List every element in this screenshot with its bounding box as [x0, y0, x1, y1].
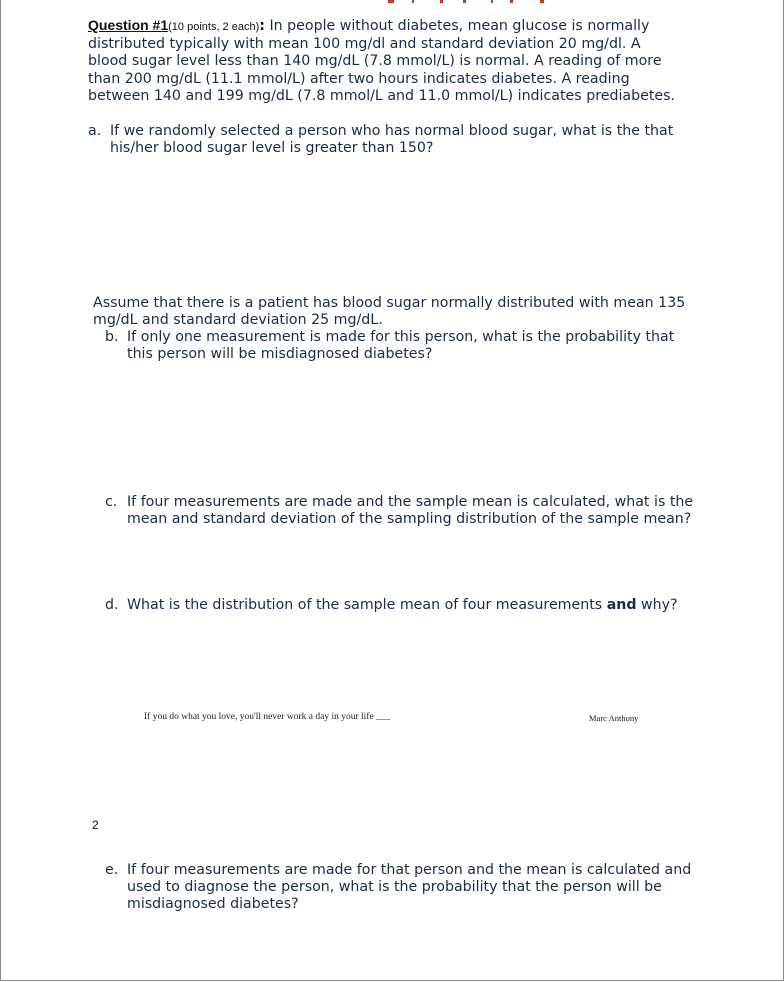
footer-quote: If you do what you love, you'll never work a day in your life ___ — [144, 712, 391, 722]
intro-line: In people without diabetes, mean glucose is normally — [269, 18, 650, 34]
part-e-line: If four measurements are made for that person and the mean is calculated and — [127, 862, 692, 878]
part-d-text: What is the distribution of the sample mean of four measurements — [127, 597, 607, 613]
part-c-letter: c. — [105, 494, 118, 510]
assume-line: Assume that there is a patient has blood sugar normally distributed with mean 135 — [93, 295, 686, 311]
question-heading-line — [88, 17, 708, 36]
part-c-line: If four measurements are made and the sample mean is calculated, what is the — [127, 494, 694, 510]
part-a — [88, 123, 698, 163]
part-d-text-end: why? — [636, 597, 678, 613]
cut-off-header-marks — [0, 0, 784, 4]
intro-line: than 200 mg/dL (11.1 mmol/L) after two hours indicates diabetes. A reading — [88, 70, 630, 87]
question-label: Question #1 — [88, 17, 169, 33]
question-intro — [88, 17, 708, 105]
part-a-line: his/her blood sugar level is greater than 150? — [110, 140, 434, 157]
footer-author: Marc Anthony — [589, 713, 639, 723]
part-b — [105, 329, 705, 369]
part-d-letter: d. — [105, 597, 119, 613]
part-a-line: If we randomly selected a person who has normal blood sugar, what is the that — [110, 123, 674, 139]
part-b-line: If only one measurement is made for this person, what is the probability that — [127, 329, 675, 345]
part-c-line: mean and standard deviation of the sampling distribution of the sample mean? — [127, 511, 692, 528]
part-d — [105, 597, 705, 617]
assumption-paragraph — [93, 295, 703, 329]
intro-line: distributed typically with mean 100 mg/dl and standard deviation 20 mg/dl. A — [88, 36, 641, 53]
part-e-line: used to diagnose the person, what is the probability that the person will be — [127, 879, 662, 896]
part-d-bold-word: and — [606, 597, 637, 613]
part-e — [105, 862, 705, 922]
part-b-line: this person will be misdiagnosed diabetes? — [127, 346, 433, 363]
intro-line: between 140 and 199 mg/dL (7.8 mmol/L and 11.0 mmol/L) indicates prediabetes. — [88, 87, 676, 104]
question-colon: : — [259, 18, 265, 34]
part-c — [105, 494, 705, 534]
assume-line: mg/dL and standard deviation 25 mg/dL. — [93, 312, 383, 329]
part-a-letter: a. — [88, 123, 102, 139]
part-b-letter: b. — [105, 329, 119, 345]
part-e-line: misdiagnosed diabetes? — [127, 896, 299, 913]
intro-line: blood sugar level less than 140 mg/dL (7.8 mmol/L) is normal. A reading of more — [88, 53, 662, 70]
page-number: 2 — [92, 818, 99, 832]
part-e-letter: e. — [105, 862, 119, 878]
question-points: (10 points, 2 each) — [168, 21, 260, 33]
